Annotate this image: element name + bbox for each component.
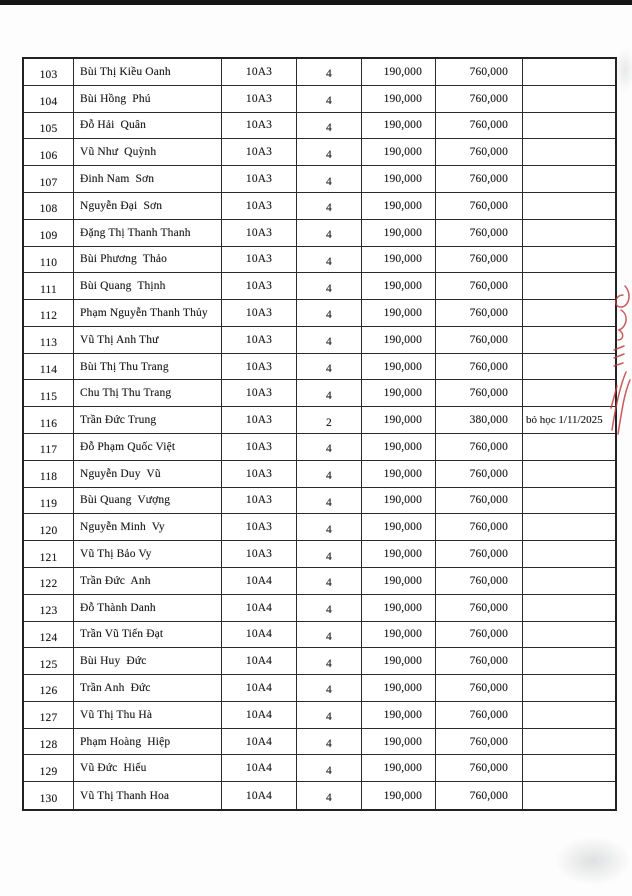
amount-cell: 760,000 bbox=[436, 755, 523, 782]
amount-cell: 760,000 bbox=[436, 247, 523, 274]
quantity-cell: 4 bbox=[297, 380, 362, 407]
quantity-cell: 4 bbox=[297, 568, 362, 595]
row-number-cell: 123 bbox=[24, 595, 74, 622]
quantity-cell: 4 bbox=[297, 166, 362, 193]
row-number-cell: 104 bbox=[24, 86, 74, 113]
amount-cell: 760,000 bbox=[436, 354, 523, 381]
quantity-cell: 4 bbox=[297, 595, 362, 622]
student-name-cell: Phạm Nguyễn Thanh Thủy bbox=[74, 300, 222, 327]
unit-price-cell: 190,000 bbox=[362, 782, 436, 809]
unit-price-cell: 190,000 bbox=[362, 434, 436, 461]
student-name-cell: Đỗ Hải Quân bbox=[74, 113, 222, 140]
row-number-cell: 114 bbox=[24, 354, 74, 381]
student-name-cell: Bùi Thị Thu Trang bbox=[74, 354, 222, 381]
quantity-cell: 4 bbox=[297, 220, 362, 247]
student-name-cell: Bùi Huy Đức bbox=[74, 648, 222, 675]
unit-price-cell: 190,000 bbox=[362, 702, 436, 729]
class-cell: 10A4 bbox=[222, 675, 297, 702]
note-cell bbox=[523, 729, 615, 756]
scan-smudge bbox=[538, 826, 632, 896]
amount-cell: 760,000 bbox=[436, 273, 523, 300]
unit-price-cell: 190,000 bbox=[362, 541, 436, 568]
row-number-cell: 112 bbox=[24, 300, 74, 327]
class-cell: 10A3 bbox=[222, 488, 297, 515]
row-number-cell: 120 bbox=[24, 514, 74, 541]
class-cell: 10A4 bbox=[222, 755, 297, 782]
unit-price-cell: 190,000 bbox=[362, 380, 436, 407]
quantity-cell: 4 bbox=[297, 193, 362, 220]
student-fee-table bbox=[22, 57, 617, 811]
row-number-cell: 119 bbox=[24, 488, 74, 515]
unit-price-cell: 190,000 bbox=[362, 166, 436, 193]
note-cell bbox=[523, 782, 615, 809]
row-number-cell: 115 bbox=[24, 380, 74, 407]
amount-cell: 760,000 bbox=[436, 300, 523, 327]
class-cell: 10A3 bbox=[222, 247, 297, 274]
unit-price-cell: 190,000 bbox=[362, 327, 436, 354]
class-cell: 10A3 bbox=[222, 434, 297, 461]
note-cell: bỏ học 1/11/2025 bbox=[523, 407, 615, 434]
note-cell bbox=[523, 354, 615, 381]
note-cell bbox=[523, 595, 615, 622]
student-name-cell: Nguyễn Minh Vy bbox=[74, 514, 222, 541]
student-name-cell: Bùi Phương Thảo bbox=[74, 247, 222, 274]
class-cell: 10A3 bbox=[222, 193, 297, 220]
row-number-cell: 111 bbox=[24, 273, 74, 300]
row-number-cell: 116 bbox=[24, 407, 74, 434]
unit-price-cell: 190,000 bbox=[362, 139, 436, 166]
amount-cell: 760,000 bbox=[436, 193, 523, 220]
student-name-cell: Đinh Nam Sơn bbox=[74, 166, 222, 193]
unit-price-cell: 190,000 bbox=[362, 220, 436, 247]
amount-cell: 760,000 bbox=[436, 488, 523, 515]
amount-cell: 760,000 bbox=[436, 59, 523, 86]
unit-price-cell: 190,000 bbox=[362, 622, 436, 649]
amount-cell: 760,000 bbox=[436, 327, 523, 354]
student-name-cell: Bùi Quang Thịnh bbox=[74, 273, 222, 300]
class-cell: 10A3 bbox=[222, 273, 297, 300]
student-name-cell: Vũ Thị Thanh Hoa bbox=[74, 782, 222, 809]
row-number-cell: 128 bbox=[24, 729, 74, 756]
class-cell: 10A3 bbox=[222, 86, 297, 113]
amount-cell: 760,000 bbox=[436, 541, 523, 568]
class-cell: 10A4 bbox=[222, 782, 297, 809]
note-cell bbox=[523, 568, 615, 595]
note-cell bbox=[523, 273, 615, 300]
amount-cell: 760,000 bbox=[436, 729, 523, 756]
student-name-cell: Phạm Hoàng Hiệp bbox=[74, 729, 222, 756]
student-name-cell: Đặng Thị Thanh Thanh bbox=[74, 220, 222, 247]
quantity-cell: 4 bbox=[297, 488, 362, 515]
row-number-cell: 118 bbox=[24, 461, 74, 488]
row-number-cell: 109 bbox=[24, 220, 74, 247]
quantity-cell: 4 bbox=[297, 675, 362, 702]
class-cell: 10A4 bbox=[222, 595, 297, 622]
row-number-cell: 108 bbox=[24, 193, 74, 220]
student-name-cell: Trần Vũ Tiến Đạt bbox=[74, 622, 222, 649]
student-name-cell: Bùi Thị Kiều Oanh bbox=[74, 59, 222, 86]
unit-price-cell: 190,000 bbox=[362, 354, 436, 381]
note-cell bbox=[523, 139, 615, 166]
class-cell: 10A4 bbox=[222, 568, 297, 595]
class-cell: 10A4 bbox=[222, 648, 297, 675]
note-cell bbox=[523, 380, 615, 407]
quantity-cell: 4 bbox=[297, 729, 362, 756]
class-cell: 10A4 bbox=[222, 622, 297, 649]
amount-cell: 760,000 bbox=[436, 675, 523, 702]
note-cell bbox=[523, 541, 615, 568]
note-cell bbox=[523, 755, 615, 782]
unit-price-cell: 190,000 bbox=[362, 300, 436, 327]
unit-price-cell: 190,000 bbox=[362, 247, 436, 274]
note-cell bbox=[523, 488, 615, 515]
quantity-cell: 4 bbox=[297, 273, 362, 300]
note-cell bbox=[523, 193, 615, 220]
note-cell bbox=[523, 434, 615, 461]
row-number-cell: 124 bbox=[24, 622, 74, 649]
class-cell: 10A3 bbox=[222, 139, 297, 166]
student-name-cell: Nguyễn Duy Vũ bbox=[74, 461, 222, 488]
unit-price-cell: 190,000 bbox=[362, 755, 436, 782]
unit-price-cell: 190,000 bbox=[362, 407, 436, 434]
student-name-cell: Trần Đức Anh bbox=[74, 568, 222, 595]
student-name-cell: Đỗ Thành Danh bbox=[74, 595, 222, 622]
note-cell bbox=[523, 702, 615, 729]
unit-price-cell: 190,000 bbox=[362, 514, 436, 541]
row-number-cell: 113 bbox=[24, 327, 74, 354]
amount-cell: 760,000 bbox=[436, 380, 523, 407]
amount-cell: 760,000 bbox=[436, 113, 523, 140]
unit-price-cell: 190,000 bbox=[362, 595, 436, 622]
quantity-cell: 4 bbox=[297, 541, 362, 568]
note-cell bbox=[523, 327, 615, 354]
class-cell: 10A3 bbox=[222, 407, 297, 434]
class-cell: 10A3 bbox=[222, 514, 297, 541]
quantity-cell: 4 bbox=[297, 648, 362, 675]
row-number-cell: 130 bbox=[24, 782, 74, 809]
quantity-cell: 4 bbox=[297, 139, 362, 166]
unit-price-cell: 190,000 bbox=[362, 59, 436, 86]
note-cell bbox=[523, 113, 615, 140]
student-name-cell: Trần Anh Đức bbox=[74, 675, 222, 702]
student-name-cell: Vũ Như Quỳnh bbox=[74, 139, 222, 166]
note-cell bbox=[523, 247, 615, 274]
amount-cell: 760,000 bbox=[436, 139, 523, 166]
amount-cell: 760,000 bbox=[436, 595, 523, 622]
student-name-cell: Bùi Quang Vượng bbox=[74, 488, 222, 515]
student-name-cell: Nguyễn Đại Sơn bbox=[74, 193, 222, 220]
quantity-cell: 4 bbox=[297, 247, 362, 274]
quantity-cell: 4 bbox=[297, 461, 362, 488]
amount-cell: 760,000 bbox=[436, 166, 523, 193]
row-number-cell: 107 bbox=[24, 166, 74, 193]
row-number-cell: 125 bbox=[24, 648, 74, 675]
note-cell bbox=[523, 59, 615, 86]
quantity-cell: 4 bbox=[297, 327, 362, 354]
student-name-cell: Bùi Hồng Phú bbox=[74, 86, 222, 113]
row-number-cell: 110 bbox=[24, 247, 74, 274]
amount-cell: 760,000 bbox=[436, 622, 523, 649]
note-cell bbox=[523, 514, 615, 541]
scan-edge-band bbox=[0, 0, 632, 5]
unit-price-cell: 190,000 bbox=[362, 488, 436, 515]
note-cell bbox=[523, 220, 615, 247]
amount-cell: 760,000 bbox=[436, 86, 523, 113]
amount-cell: 760,000 bbox=[436, 702, 523, 729]
row-number-cell: 127 bbox=[24, 702, 74, 729]
unit-price-cell: 190,000 bbox=[362, 461, 436, 488]
unit-price-cell: 190,000 bbox=[362, 568, 436, 595]
quantity-cell: 4 bbox=[297, 434, 362, 461]
row-number-cell: 122 bbox=[24, 568, 74, 595]
row-number-cell: 121 bbox=[24, 541, 74, 568]
class-cell: 10A4 bbox=[222, 729, 297, 756]
amount-cell: 760,000 bbox=[436, 434, 523, 461]
amount-cell: 760,000 bbox=[436, 648, 523, 675]
amount-cell: 760,000 bbox=[436, 514, 523, 541]
unit-price-cell: 190,000 bbox=[362, 193, 436, 220]
student-name-cell: Đỗ Phạm Quốc Việt bbox=[74, 434, 222, 461]
class-cell: 10A3 bbox=[222, 220, 297, 247]
note-cell bbox=[523, 86, 615, 113]
note-cell bbox=[523, 461, 615, 488]
class-cell: 10A3 bbox=[222, 113, 297, 140]
scan-smudge bbox=[612, 40, 632, 100]
quantity-cell: 4 bbox=[297, 702, 362, 729]
amount-cell: 760,000 bbox=[436, 782, 523, 809]
amount-cell: 380,000 bbox=[436, 407, 523, 434]
unit-price-cell: 190,000 bbox=[362, 729, 436, 756]
amount-cell: 760,000 bbox=[436, 568, 523, 595]
row-number-cell: 117 bbox=[24, 434, 74, 461]
unit-price-cell: 190,000 bbox=[362, 675, 436, 702]
amount-cell: 760,000 bbox=[436, 220, 523, 247]
class-cell: 10A3 bbox=[222, 300, 297, 327]
quantity-cell: 4 bbox=[297, 354, 362, 381]
note-cell bbox=[523, 622, 615, 649]
amount-cell: 760,000 bbox=[436, 461, 523, 488]
student-name-cell: Chu Thị Thu Trang bbox=[74, 380, 222, 407]
row-number-cell: 126 bbox=[24, 675, 74, 702]
quantity-cell: 4 bbox=[297, 86, 362, 113]
quantity-cell: 4 bbox=[297, 59, 362, 86]
note-cell bbox=[523, 300, 615, 327]
student-name-cell: Vũ Đức Hiếu bbox=[74, 755, 222, 782]
unit-price-cell: 190,000 bbox=[362, 273, 436, 300]
quantity-cell: 4 bbox=[297, 514, 362, 541]
quantity-cell: 4 bbox=[297, 300, 362, 327]
note-cell bbox=[523, 166, 615, 193]
row-number-cell: 103 bbox=[24, 59, 74, 86]
quantity-cell: 4 bbox=[297, 622, 362, 649]
class-cell: 10A3 bbox=[222, 541, 297, 568]
quantity-cell: 4 bbox=[297, 782, 362, 809]
note-cell bbox=[523, 648, 615, 675]
class-cell: 10A3 bbox=[222, 327, 297, 354]
class-cell: 10A3 bbox=[222, 380, 297, 407]
unit-price-cell: 190,000 bbox=[362, 113, 436, 140]
note-cell bbox=[523, 675, 615, 702]
quantity-cell: 4 bbox=[297, 113, 362, 140]
student-name-cell: Trần Đức Trung bbox=[74, 407, 222, 434]
class-cell: 10A3 bbox=[222, 59, 297, 86]
student-name-cell: Vũ Thị Bảo Vy bbox=[74, 541, 222, 568]
quantity-cell: 2 bbox=[297, 407, 362, 434]
class-cell: 10A3 bbox=[222, 461, 297, 488]
class-cell: 10A4 bbox=[222, 702, 297, 729]
quantity-cell: 4 bbox=[297, 755, 362, 782]
student-name-cell: Vũ Thị Anh Thư bbox=[74, 327, 222, 354]
unit-price-cell: 190,000 bbox=[362, 86, 436, 113]
student-name-cell: Vũ Thị Thu Hà bbox=[74, 702, 222, 729]
row-number-cell: 106 bbox=[24, 139, 74, 166]
row-number-cell: 129 bbox=[24, 755, 74, 782]
class-cell: 10A3 bbox=[222, 166, 297, 193]
row-number-cell: 105 bbox=[24, 113, 74, 140]
unit-price-cell: 190,000 bbox=[362, 648, 436, 675]
red-handwritten-annotation bbox=[609, 282, 632, 442]
class-cell: 10A3 bbox=[222, 354, 297, 381]
